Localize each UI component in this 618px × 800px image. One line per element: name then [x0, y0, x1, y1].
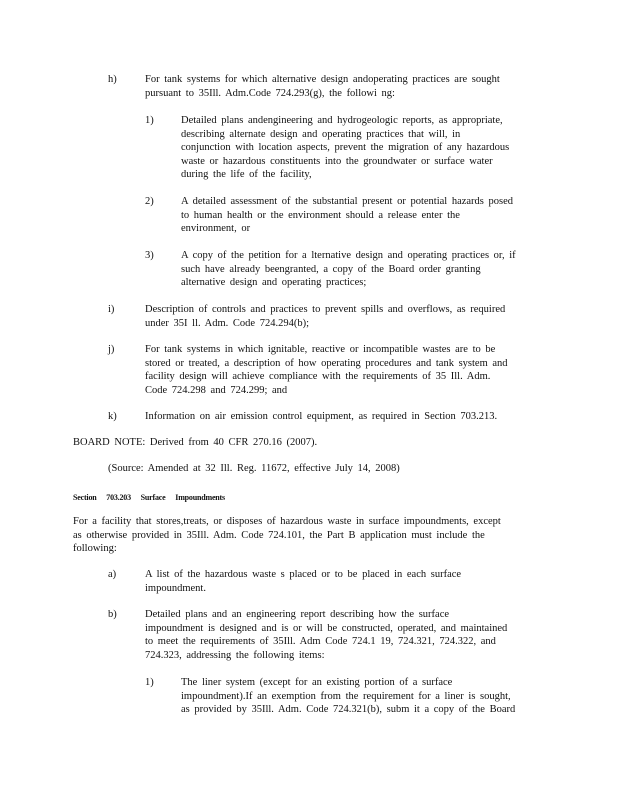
text-line: impoundment is designed and is or will be constructed, operated, and maintained — [145, 622, 508, 634]
text-line: impoundment).If an exemption from the requirement for a liner is sought, — [181, 690, 511, 702]
text-line: 724.323, addressing the following items: — [145, 649, 325, 661]
item-h3-label: 3) — [145, 250, 154, 261]
text-line: waste or hazardous constituents into the groundwater or surface water — [181, 155, 493, 167]
item-b1-label: 1) — [145, 677, 154, 688]
text-line: A detailed assessment of the substantial present or potential hazards posed — [181, 196, 514, 207]
text-line: For tank systems for which alternative design andoperating practices are sought — [145, 74, 500, 85]
text-line: to human health or the environment should a release enter the — [181, 209, 460, 221]
item-h-text — [145, 73, 500, 100]
text-line: For tank systems in which ignitable, reactive or incompatible wastes are to be — [145, 344, 496, 355]
text-line: A list of the hazardous waste s placed or to be placed in each surface — [145, 569, 462, 580]
source-note — [108, 462, 400, 476]
text-line: conjunction with location aspects, prevent the migration of any hazardous — [181, 142, 510, 154]
text-line: pursuant to 35Ill. Adm.Code 724.293(g), the followi ng: — [145, 87, 395, 99]
text-line: such have already beengranted, a copy of the Board order granting — [181, 263, 481, 275]
text-line: A copy of the petition for a lternative design and operating practices or, if — [181, 250, 516, 261]
section-intro — [73, 515, 501, 556]
item-a-label: a) — [108, 569, 117, 580]
item-h-label: h) — [108, 74, 117, 85]
text-line: as otherwise provided in 35Ill. Adm. Code 724.101, the Part B application must include the — [73, 529, 485, 541]
text-line: as provided by 35Ill. Adm. Code 724.321(b), subm it a copy of the Board — [181, 704, 516, 716]
item-i-text — [145, 303, 505, 330]
text-line: under 35I ll. Adm. Code 724.294(b); — [145, 317, 309, 329]
text-line: environment, or — [181, 223, 251, 235]
section-heading: Section 703.203 Surface Impoundments — [73, 493, 225, 502]
text-line: during the life of the facility, — [181, 169, 312, 181]
board-note — [73, 436, 317, 450]
item-h2-text — [181, 195, 513, 236]
item-j-text — [145, 343, 508, 397]
text-line: impoundment. — [145, 582, 206, 594]
item-h1-text — [181, 114, 509, 182]
text-line: The liner system (except for an existing portion of a surface — [181, 677, 453, 688]
text-line: following: — [73, 543, 117, 555]
item-k-text — [145, 410, 497, 424]
board-note-text: BOARD NOTE: Derived from 40 CFR 270.16 (2007). — [73, 437, 318, 448]
item-b1-text — [181, 676, 515, 717]
item-i-label: i) — [108, 304, 115, 315]
item-b-label: b) — [108, 609, 117, 620]
text-line: facility design will achieve compliance with the requirements of 35 Ill. Adm. — [145, 371, 491, 383]
text-line: stored or treated, a description of how operating procedures and tank system and — [145, 357, 508, 369]
text-line: Detailed plans and an engineering report describing how the surface — [145, 609, 450, 620]
source-note-text: (Source: Amended at 32 Ill. Reg. 11672, effective July 14, 2008) — [108, 463, 400, 474]
item-h2-label: 2) — [145, 196, 154, 207]
text-line: Code 724.298 and 724.299; and — [145, 384, 288, 396]
text-line: Detailed plans andengineering and hydrogeologic reports, as appropriate, — [181, 115, 503, 126]
text-line: describing alternate design and operating practices that will, in — [181, 128, 461, 140]
item-h3-text — [181, 249, 516, 290]
item-b-text — [145, 608, 507, 662]
text-line: Information on air emission control equipment, as required in Section 703.213. — [145, 411, 498, 422]
item-k-label: k) — [108, 411, 117, 422]
item-a-text — [145, 568, 461, 595]
text-line: Description of controls and practices to prevent spills and overflows, as required — [145, 304, 506, 315]
text-line: alternative design and operating practices; — [181, 277, 367, 289]
text-line: to meet the requirements of 35Ill. Adm Code 724.1 19, 724.321, 724.322, and — [145, 636, 496, 648]
item-j-label: j) — [108, 344, 115, 355]
item-h1-label: 1) — [145, 115, 154, 126]
text-line: For a facility that stores,treats, or disposes of hazardous waste in surface impoundments, except — [73, 516, 501, 527]
